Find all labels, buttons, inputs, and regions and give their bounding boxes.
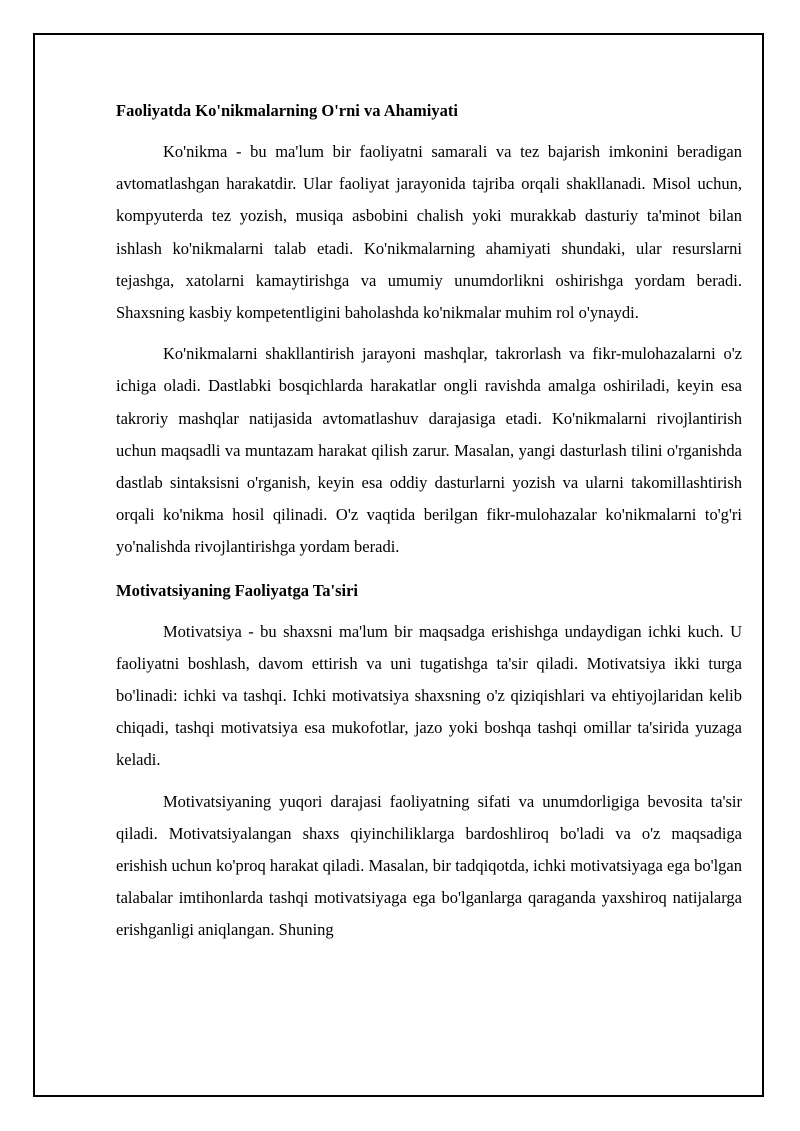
section-heading: Faoliyatda Ko'nikmalarning O'rni va Ahamiyati <box>116 101 458 120</box>
paragraph: Ko'nikma - bu ma'lum bir faoliyatni samarali va tez bajarish imkonini beradigan avtomatlashgan harakatdir. Ular faoliyat jarayonida tajriba orqali shakllanadi. Misol uchun, kompyuterda tez yozish, musiqa asbobini chalish yoki murakkab dasturiy ta'minot bilan ishlash ko'nikmalarni talab etadi. Ko'nikmalarning ahamiyati shundaki, ular resurslarni tejashga, xatolarni kamaytirishga va umumiy unumdorlikni oshirishga yordam beradi. Shaxsning kasbiy kompetentligini baholashda ko'nikmalar muhim rol o'ynaydi. <box>116 142 742 323</box>
document-body <box>116 98 742 947</box>
section-heading: Motivatsiyaning Faoliyatga Ta'siri <box>116 580 359 600</box>
paragraph: Motivatsiyaning yuqori darajasi faoliyatning sifati va unumdorligiga bevosita ta'sir qiladi. Motivatsiyalangan shaxs qiyinchiliklarga bardoshliroq bo'ladi va o'z maqsadiga erishish uchun ko'proq harakat qiladi. Masalan, bir tadqiqotda, ichki motivatsiyaga ega bo'lgan talabalar imtihonlarda tashqi motivatsiyaga ega bo'lganlarga qaraganda yaxshiroq natijalarga erishganligi aniqlangan. Shuning <box>116 791 742 940</box>
paragraph: Motivatsiya - bu shaxsni ma'lum bir maqsadga erishishga undaydigan ichki kuch. U faoliyatni boshlash, davom ettirish va uni tugatishga ta'sir qiladi. Motivatsiya ikki turga bo'linadi: ichki va tashqi. Ichki motivatsiya shaxsning o'z qiziqishlari va ehtiyojlaridan kelib chiqadi, tashqi motivatsiya esa mukofotlar, jazo yoki boshqa tashqi omillar ta'sirida yuzaga keladi. <box>116 621 742 770</box>
paragraph: Ko'nikmalarni shakllantirish jarayoni mashqlar, takrorlash va fikr-mulohazalarni o'z ichiga oladi. Dastlabki bosqichlarda harakatlar ongli ravishda amalga oshiriladi, keyin esa takroriy mashqlar natijasida avtomatlashuv darajasiga etadi. Ko'nikmalarni rivojlantirish uchun maqsadli va muntazam harakat qilish zarur. Masalan, yangi dasturlash tilini o'rganishda dastlab sintaksisni o'rganish, keyin esa oddiy dasturlarni yozish va ularni takomillashtirish orqali ko'nikma hosil qilinadi. O'z vaqtida berilgan fikr-mulohazalar ko'nikmalarni to'g'ri yo'nalishda rivojlantirishga yordam beradi. <box>116 344 742 557</box>
